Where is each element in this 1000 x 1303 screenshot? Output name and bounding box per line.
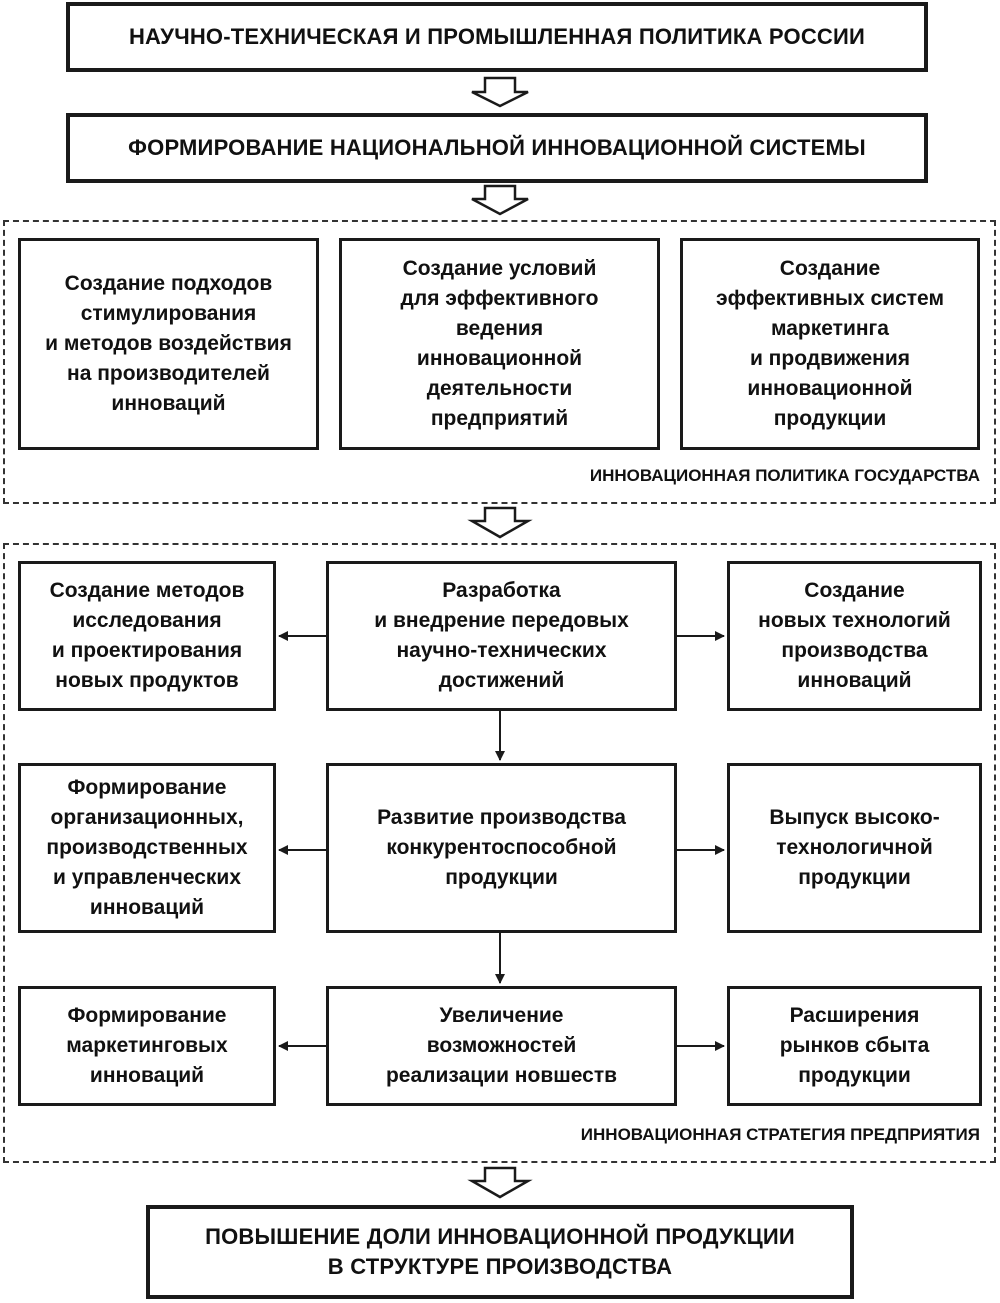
text-line: Формирование: [67, 1004, 227, 1027]
text-line: маркетинговых: [66, 1034, 228, 1057]
text-line: продукции: [445, 866, 558, 889]
text-line: производства: [781, 639, 928, 662]
text-line: Увеличение: [439, 1004, 564, 1027]
text-line: и методов воздействия: [45, 332, 292, 355]
text-line: эффективных систем: [716, 287, 944, 310]
text-line: продукции: [798, 1064, 911, 1087]
text-line: и проектирования: [51, 639, 243, 662]
text-line: технологичной: [776, 836, 933, 859]
block-arrow-3: [472, 508, 528, 537]
text-line: продукции: [773, 407, 887, 430]
text-line: организационных,: [50, 806, 244, 829]
text-line: производственных: [46, 836, 248, 859]
text-line: инноваций: [89, 1064, 205, 1087]
text-line: Создание: [779, 257, 881, 280]
text-line: новых продуктов: [55, 669, 239, 692]
state-policy-label: ИННОВАЦИОННАЯ ПОЛИТИКА ГОСУДАРСТВА: [589, 466, 980, 485]
text-line: ведения: [455, 317, 544, 340]
text-line: и управленческих: [52, 866, 242, 889]
text-line: Создание методов: [49, 579, 245, 602]
text-line: инноваций: [797, 669, 912, 692]
text-line: реализации новшеств: [385, 1064, 618, 1087]
text-line: и внедрение передовых: [374, 609, 629, 632]
block-arrow-2: [472, 186, 528, 214]
text-line: инноваций: [111, 392, 226, 415]
text-line: Формирование: [67, 776, 227, 799]
text-line: инновационной: [747, 377, 913, 400]
text-line: Создание подходов: [64, 272, 273, 295]
text-line: НАУЧНО-ТЕХНИЧЕСКАЯ И ПРОМЫШЛЕННАЯ ПОЛИТИКА РОССИИ: [128, 24, 866, 49]
text-line: Создание: [804, 579, 905, 602]
text-line: возможностей: [426, 1034, 577, 1057]
text-line: предприятий: [430, 407, 569, 430]
text-line: маркетинга: [771, 317, 889, 340]
text-line: инновационной: [416, 347, 583, 370]
text-line: стимулирования: [80, 302, 257, 325]
text-line: Разработка: [442, 579, 561, 602]
text-line: ПОВЫШЕНИЕ ДОЛИ ИННОВАЦИОННОЙ ПРОДУКЦИИ: [205, 1224, 795, 1249]
text-line: конкурентоспособной: [386, 836, 617, 859]
enterprise-strategy-label: ИННОВАЦИОННАЯ СТРАТЕГИЯ ПРЕДПРИЯТИЯ: [580, 1125, 980, 1144]
text-line: ФОРМИРОВАНИЕ НАЦИОНАЛЬНОЙ ИННОВАЦИОННОЙ СИСТЕМЫ: [128, 135, 866, 160]
block-arrow-4: [472, 1168, 528, 1197]
text-line: инноваций: [89, 896, 205, 919]
text-line: Расширения: [789, 1004, 920, 1027]
text-line: Развитие производства: [377, 806, 626, 829]
text-line: новых технологий: [758, 609, 951, 632]
text-line: рынков сбыта: [779, 1034, 930, 1057]
text-line: для эффективного: [400, 287, 599, 310]
text-line: научно-технических: [396, 639, 607, 662]
text-line: деятельности: [426, 377, 573, 400]
block-arrow-1: [472, 78, 528, 106]
text-line: Выпуск высоко-: [769, 806, 940, 829]
text-line: Создание условий: [402, 257, 597, 280]
text-line: исследования: [72, 609, 222, 632]
text-line: продукции: [798, 866, 911, 889]
text-line: В СТРУКТУРЕ ПРОИЗВОДСТВА: [327, 1254, 673, 1279]
text-line: достижений: [438, 669, 565, 692]
text-line: и продвижения: [749, 347, 911, 370]
text-line: на производителей: [67, 362, 270, 385]
